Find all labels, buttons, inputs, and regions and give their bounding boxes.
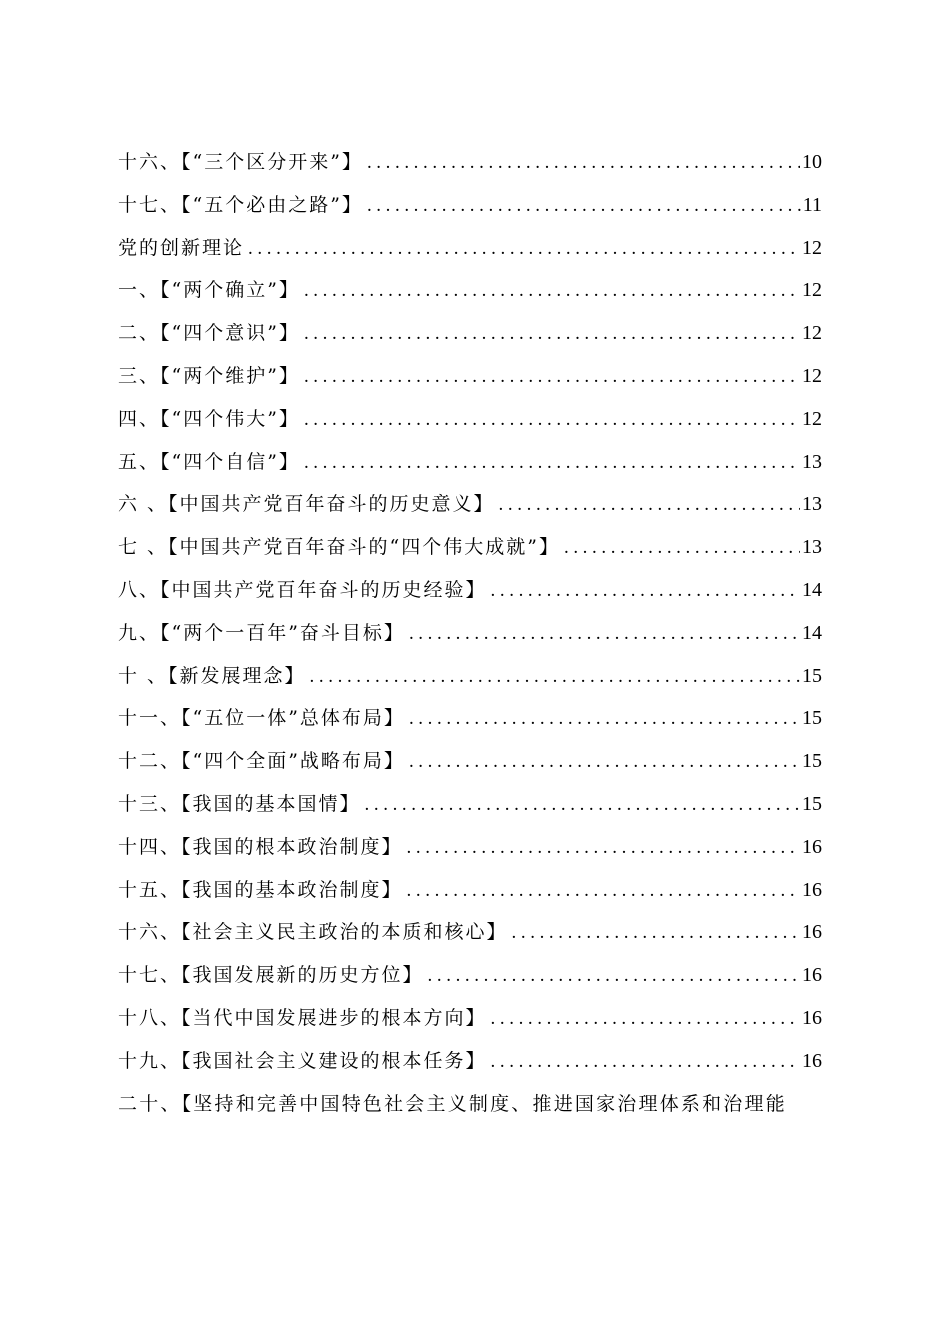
toc-entry-label: 十五、【我国的基本政治制度】: [118, 878, 403, 901]
toc-entry-label: 五、【“四个自信”】: [118, 450, 300, 473]
toc-page-number: 10: [802, 151, 822, 173]
toc-entry[interactable]: [118, 783, 822, 826]
toc-leader-dots: [304, 399, 800, 442]
table-of-contents: [118, 141, 822, 1125]
toc-entry[interactable]: [118, 141, 822, 184]
toc-entry-label: 三、【“两个维护”】: [118, 364, 300, 387]
toc-leader-dots: [367, 185, 801, 228]
toc-page-number: 16: [802, 1006, 822, 1029]
toc-entry[interactable]: [118, 997, 822, 1040]
toc-entry[interactable]: [118, 184, 822, 227]
toc-entry-label: 十八、【当代中国发展进步的根本方向】: [118, 1006, 487, 1029]
toc-page-number: 14: [802, 621, 822, 644]
toc-leader-dots: [499, 484, 800, 527]
toc-leader-dots: [367, 142, 800, 185]
toc-leader-dots: [512, 912, 800, 955]
toc-leader-dots: [428, 955, 800, 998]
toc-entry[interactable]: [118, 269, 822, 312]
toc-entry-label: 十一、【“五位一体”总体布局】: [118, 707, 405, 730]
toc-leader-dots: [407, 827, 800, 870]
toc-entry[interactable]: [118, 612, 822, 655]
toc-entry[interactable]: [118, 569, 822, 612]
toc-page-number: 16: [802, 964, 822, 987]
toc-leader-dots: [365, 784, 800, 827]
toc-page-number: 13: [802, 450, 822, 473]
toc-entry[interactable]: [118, 740, 822, 783]
toc-page-number: 16: [802, 1049, 822, 1072]
toc-leader-dots: [409, 741, 800, 784]
toc-entry[interactable]: [118, 526, 822, 569]
toc-page-number: 12: [802, 407, 822, 430]
toc-entry-label: 二十、【坚持和完善中国特色社会主义制度、推进国家治理体系和治理能: [118, 1092, 787, 1115]
toc-page-number: 16: [802, 835, 822, 858]
toc-entry[interactable]: [118, 869, 822, 912]
toc-leader-dots: [248, 228, 800, 271]
toc-entry[interactable]: [118, 954, 822, 997]
toc-entry[interactable]: [118, 697, 822, 740]
toc-leader-dots: [491, 998, 800, 1041]
toc-entry-label: 十三、【我国的基本国情】: [118, 792, 361, 815]
toc-page-number: 15: [802, 792, 822, 815]
toc-leader-dots: [409, 613, 800, 656]
toc-page-number: 15: [802, 664, 822, 687]
toc-entry-label: 六 、【中国共产党百年奋斗的历史意义】: [118, 493, 495, 516]
toc-page-number: 15: [802, 750, 822, 773]
toc-page-number: 14: [802, 578, 822, 601]
toc-leader-dots: [304, 270, 800, 313]
toc-entry[interactable]: [118, 312, 822, 355]
toc-leader-dots: [564, 527, 800, 570]
toc-page-number: 16: [802, 921, 822, 944]
toc-entry[interactable]: [118, 655, 822, 698]
toc-entry-label: 十七、【“五个必由之路”】: [118, 193, 363, 216]
toc-page-number: 12: [802, 322, 822, 345]
toc-leader-dots: [304, 356, 800, 399]
toc-entry-label: 四、【“四个伟大”】: [118, 407, 300, 430]
toc-entry[interactable]: [118, 398, 822, 441]
toc-entry[interactable]: [118, 355, 822, 398]
toc-entry-label: 一、【“两个确立”】: [118, 279, 300, 302]
toc-entry-label: 十九、【我国社会主义建设的根本任务】: [118, 1049, 487, 1072]
toc-entry-label: 八、【中国共产党百年奋斗的历史经验】: [118, 578, 487, 601]
toc-leader-dots: [409, 698, 800, 741]
toc-entry-label: 十二、【“四个全面”战略布局】: [118, 750, 405, 773]
toc-page-number: 13: [802, 493, 822, 516]
toc-entry[interactable]: [118, 911, 822, 954]
toc-entry[interactable]: [118, 1040, 822, 1083]
toc-entry-label: 七 、【中国共产党百年奋斗的“四个伟大成就”】: [118, 536, 560, 559]
toc-entry[interactable]: [118, 483, 822, 526]
toc-entry-label: 十 、【新发展理念】: [118, 664, 306, 687]
toc-entry-label: 二、【“四个意识”】: [118, 322, 300, 345]
toc-entry-label: 十六、【“三个区分开来”】: [118, 151, 363, 173]
toc-leader-dots: [491, 570, 800, 613]
toc-page-number: 11: [802, 193, 822, 216]
toc-entry-truncated[interactable]: [118, 1083, 822, 1126]
toc-page-number: 12: [802, 236, 822, 259]
toc-entry-label: 十六、【社会主义民主政治的本质和核心】: [118, 921, 508, 944]
toc-entry[interactable]: [118, 441, 822, 484]
toc-leader-dots: [310, 656, 800, 699]
toc-entry[interactable]: [118, 826, 822, 869]
toc-leader-dots: [304, 313, 800, 356]
toc-leader-dots: [491, 1041, 800, 1084]
toc-entry-label: 十七、【我国发展新的历史方位】: [118, 964, 424, 987]
toc-page-number: 12: [802, 364, 822, 387]
toc-page-number: 13: [802, 536, 822, 559]
toc-page-number: 12: [802, 279, 822, 302]
toc-leader-dots: [407, 870, 800, 913]
toc-entry-label: 十四、【我国的根本政治制度】: [118, 835, 403, 858]
toc-page-number: 16: [802, 878, 822, 901]
toc-entry-label: 九、【“两个一百年”奋斗目标】: [118, 621, 405, 644]
toc-page-number: 15: [802, 707, 822, 730]
toc-leader-dots: [304, 442, 800, 485]
toc-section-heading[interactable]: [118, 227, 822, 270]
toc-entry-label: 党的创新理论: [118, 236, 245, 259]
